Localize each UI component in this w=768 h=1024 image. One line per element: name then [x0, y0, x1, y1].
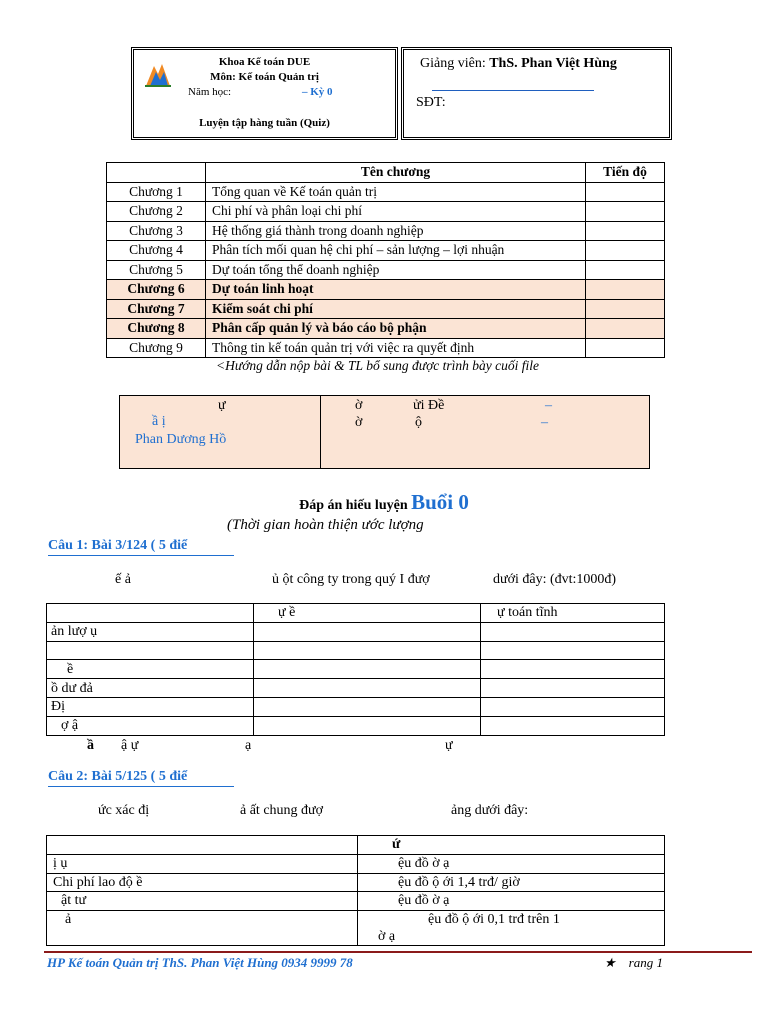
- question-1-footer-c: ạ: [245, 738, 252, 753]
- quiz-label: Luyện tập hàng tuần (Quiz): [199, 117, 330, 129]
- question-1-footer-a: ầ: [87, 738, 94, 753]
- table-row: [47, 641, 665, 660]
- question-2-heading: Câu 2: Bài 5/125 ( 5 điể: [48, 769, 188, 784]
- table-cell-continuation: ờ ạ: [378, 929, 396, 945]
- question-1-intro-b: ủ ột công ty trong quý I đượ: [272, 572, 430, 587]
- col-progress: Tiến độ: [586, 163, 665, 183]
- table-row: Chi phí lao độ ề ệu đồ ộ ới 1,4 trđ/ giờ: [47, 873, 665, 892]
- question-1-footer-b: ậ ự: [121, 738, 139, 753]
- chapter-row: Chương 2 Chi phí và phân loại chi phí: [107, 202, 665, 222]
- question-1-table: [46, 603, 665, 736]
- chapter-row-highlighted: Chương 8 Phân cấp quản lý và báo cáo bộ phận: [107, 319, 665, 339]
- info-left-line-2: ầ ị: [152, 414, 166, 429]
- chapter-row: Chương 4 Phân tích mối quan hệ chi phí – sản lượng – lợi nhuận: [107, 241, 665, 261]
- question-1-heading: Câu 1: Bài 3/124 ( 5 điể: [48, 538, 188, 553]
- info-right-2c: –: [541, 415, 548, 430]
- title-prefix: Đáp án hiếu luyện: [299, 498, 412, 513]
- table-row: ồ dư đả: [47, 679, 665, 698]
- table-row: Đị: [47, 697, 665, 716]
- info-right-2a: ờ: [355, 415, 363, 430]
- question-1-intro-a: ế ả: [115, 572, 131, 587]
- footer-course-info: HP Kế toán Quản trị ThS. Phan Việt Hùng 0934 9999 78: [47, 955, 353, 970]
- chapter-row: Chương 3 Hệ thống giá thành trong doanh nghiệp: [107, 221, 665, 241]
- info-right-1c: –: [545, 398, 552, 413]
- lecturer-label: Giảng viên:: [420, 56, 486, 71]
- table-row: ợ ậ: [47, 716, 665, 735]
- session-title: Buổi 0: [411, 490, 469, 514]
- chapter-row-highlighted: Chương 6 Dự toán linh hoạt: [107, 280, 665, 300]
- question-1-footer-d: ự: [445, 738, 453, 753]
- table-row: ật tư ệu đồ ờ ạ: [47, 892, 665, 911]
- question-2-intro-b: ả ất chung đượ: [240, 803, 324, 818]
- info-right-1b: ửi Đề: [413, 398, 445, 413]
- question-2-underline: [48, 786, 234, 787]
- lecturer-line: [420, 56, 617, 72]
- table-header-row: ứ: [47, 836, 665, 855]
- table-row: ản lượ ụ: [47, 622, 665, 641]
- chapter-table: [106, 162, 665, 358]
- chapter-row: Chương 5 Dự toán tổng thể doanh nghiệp: [107, 260, 665, 280]
- faculty-name: Khoa Kế toán DUE: [218, 56, 311, 68]
- page-subtitle: (Thời gian hoàn thiện ước lượng: [227, 517, 424, 533]
- info-left-line-3: Phan Dương Hồ: [135, 432, 227, 447]
- table-row: ả ệu đồ ộ ới 0,1 trđ trên 1 ờ ạ: [47, 911, 665, 946]
- info-right-2b: ộ: [415, 415, 422, 430]
- phone-underline: [432, 90, 594, 91]
- chapter-row-highlighted: Chương 7 Kiểm soát chi phí: [107, 299, 665, 319]
- star-icon: ★: [604, 955, 616, 970]
- chapter-row: Chương 1 Tổng quan về Kế toán quản trị: [107, 182, 665, 202]
- lecturer-name: ThS. Phan Việt Hùng: [489, 56, 617, 71]
- footer-rule: [44, 951, 752, 953]
- table-row: ề: [47, 660, 665, 679]
- footer-page: [604, 955, 663, 971]
- term-label: – Kỳ 0: [302, 86, 333, 98]
- info-divider: [320, 396, 321, 468]
- question-1-intro-c: dưới đây: (đvt:1000đ): [493, 572, 617, 587]
- info-right-1a: ờ: [355, 398, 363, 413]
- page-title: [0, 490, 768, 515]
- col-chapter-name: Tên chương: [206, 163, 586, 183]
- question-2-intro-c: ảng dưới đây:: [451, 803, 529, 818]
- chapter-row: Chương 9 Thông tin kế toán quản trị với việc ra quyết định: [107, 338, 665, 358]
- page-number: rang 1: [628, 955, 663, 970]
- table-row: ị ụ ệu đồ ờ ạ: [47, 854, 665, 873]
- school-year-label: Năm học:: [188, 86, 232, 98]
- table-header-row: ự ề ự toán tĩnh: [47, 604, 665, 623]
- course-info-box: [131, 47, 398, 140]
- info-left-line-1: ự: [218, 398, 226, 413]
- phone-label: SĐT:: [416, 95, 446, 110]
- question-2-intro-a: ức xác đị: [98, 803, 150, 818]
- question-1-underline: [48, 555, 234, 556]
- chapter-table-header: [107, 163, 665, 183]
- subject-name: Môn: Kế toán Quản trị: [210, 71, 319, 83]
- submission-note: <Hướng dẫn nộp bài & TL bổ sung được trình bày cuối file: [216, 358, 539, 373]
- question-2-table: [46, 835, 665, 946]
